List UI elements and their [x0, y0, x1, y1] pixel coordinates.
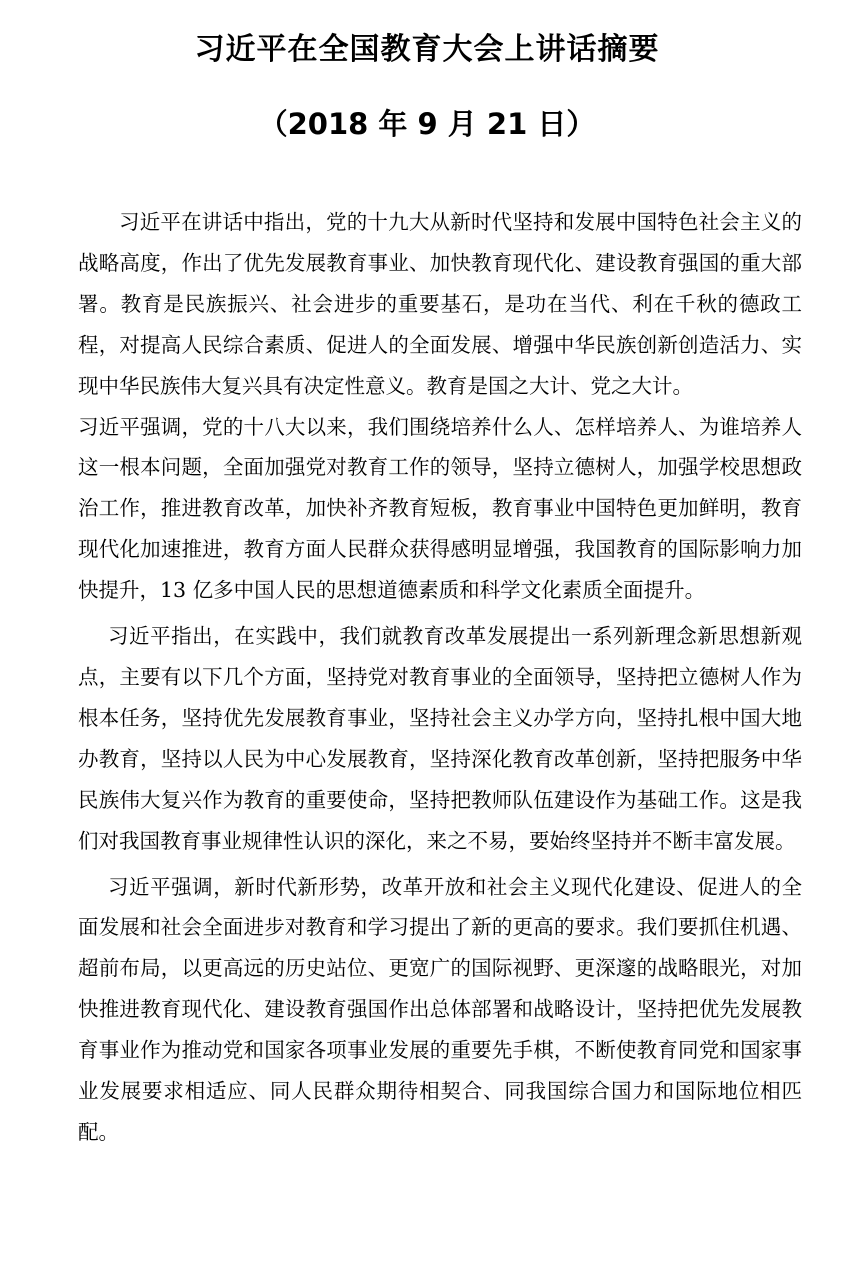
document-title: 习近平在全国教育大会上讲话摘要: [194, 32, 660, 67]
document-body: [78, 202, 802, 1153]
paragraph-3: 习近平指出，在实践中，我们就教育改革发展提出一系列新理念新思想新观点，主要有以下几个方面，坚持党对教育事业的全面领导，坚持把立德树人作为根本任务，坚持优先发展教育事业，坚持社会主义办学方向，坚持扎根中国大地办教育，坚持以人民为中心发展教育，坚持深化教育改革创新，坚持把服务中华民族伟大复兴作为教育的重要使命，坚持把教师队伍建设作为基础工作。这是我们对我国教育事业规律性认识的深化，来之不易，要始终坚持并不断丰富发展。: [78, 624, 802, 853]
paragraph-4: 习近平强调，新时代新形势，改革开放和社会主义现代化建设、促进人的全面发展和社会全面进步对教育和学习提出了新的更高的要求。我们要抓住机遇、超前布局，以更高远的历史站位、更宽广的国际视野、更深邃的战略眼光，对加快推进教育现代化、建设教育强国作出总体部署和战略设计，坚持把优先发展教育事业作为推动党和国家各项事业发展的重要先手棋，不断使教育同党和国家事业发展要求相适应、同人民群众期待相契合、同我国综合国力和国际地位相匹配。: [78, 874, 802, 1144]
paragraph-2: 习近平强调，党的十八大以来，我们围绕培养什么人、怎样培养人、为谁培养人这一根本问题，全面加强党对教育工作的领导，坚持立德树人，加强学校思想政治工作，推进教育改革，加快补齐教育短板，教育事业中国特色更加鲜明，教育现代化加速推进，教育方面人民群众获得感明显增强，我国教育的国际影响力加快提升，13 亿多中国人民的思想道德素质和科学文化素质全面提升。: [78, 414, 802, 603]
paragraph-1: 习近平在讲话中指出，党的十九大从新时代坚持和发展中国特色社会主义的战略高度，作出了优先发展教育事业、加快教育现代化、建设教育强国的重大部署。教育是民族振兴、社会进步的重要基石，是功在当代、利在千秋的德政工程，对提高人民综合素质、促进人的全面发展、增强中华民族创新创造活力、实现中华民族伟大复兴具有决定性意义。教育是国之大计、党之大计。: [78, 210, 802, 398]
document-date: （2018 年 9 月 21 日）: [258, 107, 596, 141]
